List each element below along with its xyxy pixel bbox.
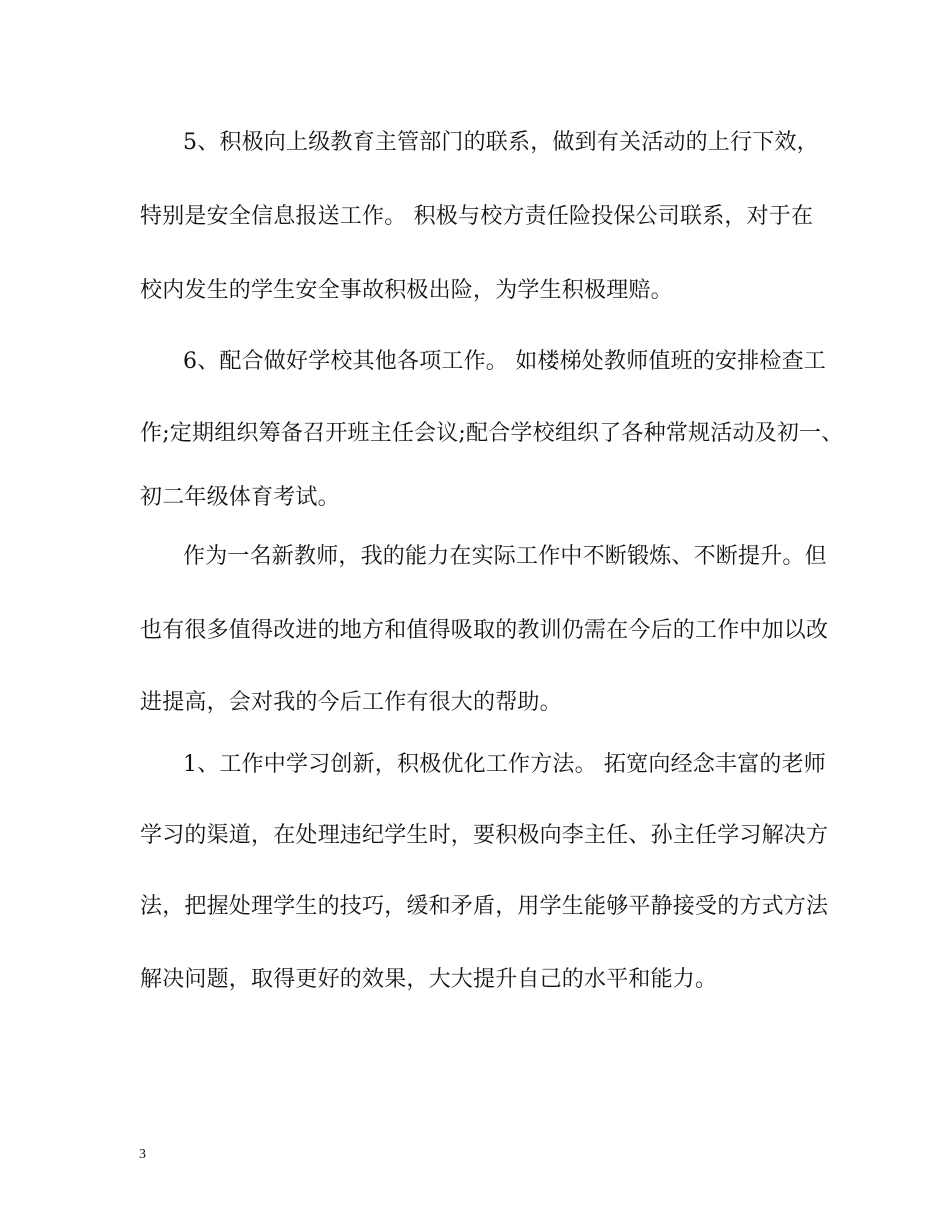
paragraph-line: 1、工作中学习创新，积极优化工作方法。 拓宽向经念丰富的老师 — [183, 752, 826, 777]
paragraph-line: 6、配合做好学校其他各项工作。 如楼梯处教师值班的安排检查工 — [183, 349, 826, 374]
paragraph-line: 初二年级体育考试。 — [140, 485, 340, 510]
paragraph-line: 进提高，会对我的今后工作有很大的帮助。 — [140, 690, 562, 715]
page-number: 3 — [139, 1147, 146, 1162]
paragraph-line: 解决问题，取得更好的效果，大大提升自己的水平和能力。 — [140, 967, 718, 992]
paragraph-line: 特别是安全信息报送工作。 积极与校方责任险投保公司联系，对于在 — [140, 204, 814, 229]
paragraph-line: 学习的渠道，在处理违纪学生时，要积极向李主任、孙主任学习解决方 — [140, 823, 829, 848]
paragraph-line: 5、积极向上级教育主管部门的联系，做到有关活动的上行下效， — [183, 130, 819, 155]
paragraph-line: 作为一名新教师，我的能力在实际工作中不断锻炼、不断提升。但 — [183, 544, 827, 569]
paragraph-line: 校内发生的学生安全事故积极出险，为学生积极理赔。 — [140, 278, 673, 303]
paragraph-line: 作;定期组织筹备召开班主任会议;配合学校组织了各种常规活动及初一、 — [140, 421, 844, 446]
paragraph-line: 法，把握处理学生的技巧，缓和矛盾，用学生能够平静接受的方式方法 — [140, 894, 829, 919]
paragraph-line: 也有很多值得改进的地方和值得吸取的教训仍需在今后的工作中加以改 — [140, 618, 829, 643]
